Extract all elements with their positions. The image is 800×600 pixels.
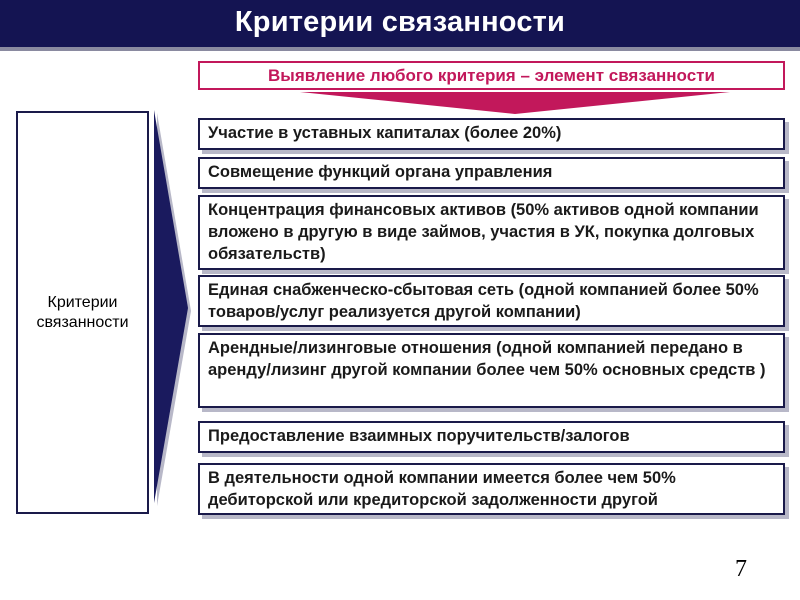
criterion-4: Единая снабженческо-сбытовая сеть (одной компанией более 50% товаров/услуг реализуется другой компании)	[198, 275, 785, 327]
criterion-7: В деятельности одной компании имеется более чем 50% дебиторской или кредиторской задолженности другой	[198, 463, 785, 515]
title-bar-shadow	[0, 47, 800, 51]
criterion-5: Арендные/лизинговые отношения (одной компанией передано в аренду/лизинг другой компании более чем 50% основных средств )	[198, 333, 785, 408]
left-label-box	[16, 111, 149, 514]
right-arrow-icon	[154, 110, 188, 503]
criterion-1: Участие в уставных капиталах (более 20%)	[198, 118, 785, 150]
criterion-2: Совмещение функций органа управления	[198, 157, 785, 189]
banner: Выявление любого критерия – элемент связанности	[198, 61, 785, 90]
page-number: 7	[735, 556, 747, 582]
criterion-6: Предоставление взаимных поручительств/залогов	[198, 421, 785, 453]
criterion-3: Концентрация финансовых активов (50% активов одной компании вложено в другую в виде займов, участия в УК, покупка долговых обязательств)	[198, 195, 785, 270]
slide-title: Критерии связанности	[234, 6, 566, 38]
pink-pointer	[300, 92, 730, 114]
title-bar	[0, 0, 800, 47]
left-label: Критерии связанности	[36, 293, 129, 331]
